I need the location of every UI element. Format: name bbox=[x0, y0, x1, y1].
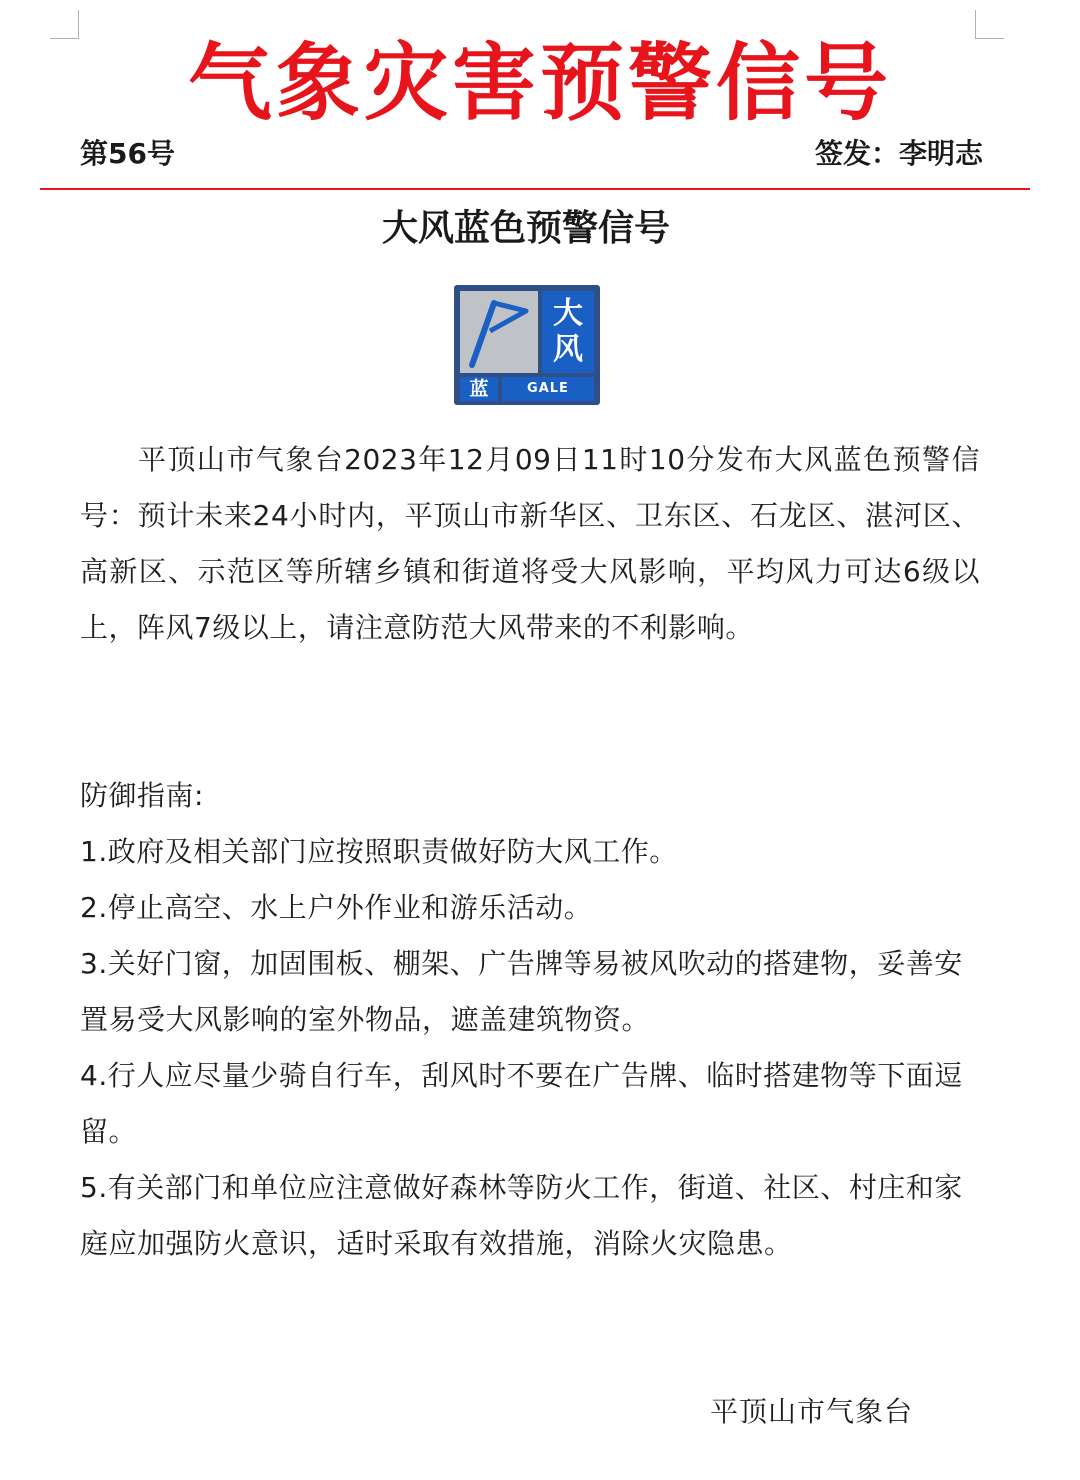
signer: 签发：李明志 bbox=[814, 137, 983, 170]
icon-english-label: GALE bbox=[502, 377, 594, 401]
gale-blue-warning-icon bbox=[454, 285, 600, 405]
guide-item-1: 1.政府及相关部门应按照职责做好防大风工作。 bbox=[80, 835, 678, 868]
guide-item-5: 5.有关部门和单位应注意做好森林等防火工作，街道、社区、村庄和家庭应加强防火意识，适时采取有效措施，消除火灾隐患。 bbox=[80, 1171, 963, 1260]
guide-item-3: 3.关好门窗，加固围板、棚架、广告牌等易被风吹动的搭建物，妥善安置易受大风影响的室外物品，遮盖建筑物资。 bbox=[80, 947, 963, 1036]
guide-item-4: 4.行人应尽量少骑自行车，刮风时不要在广告牌、临时搭建物等下面逗留。 bbox=[80, 1059, 963, 1148]
warning-paragraph: 平顶山市气象台2023年12月09日11时10分发布大风蓝色预警信号：预计未来24小时内，平顶山市新华区、卫东区、石龙区、湛河区、高新区、示范区等所辖乡镇和街道将受大风影响，平均风力可达6级以上，阵风7级以上，请注意防范大风带来的不利影响。 bbox=[80, 443, 980, 644]
issue-number: 第56号 bbox=[80, 137, 175, 170]
warning-title: 大风蓝色预警信号 bbox=[381, 208, 670, 249]
guide-heading: 防御指南: bbox=[80, 779, 204, 812]
document-title: 气象灾害预警信号 bbox=[187, 34, 892, 132]
wind-flag-icon bbox=[460, 291, 538, 373]
issuing-organization: 平顶山市气象台 bbox=[710, 1395, 914, 1428]
guide-list bbox=[80, 824, 980, 1272]
icon-label-box bbox=[542, 291, 594, 373]
icon-level-char: 蓝 bbox=[460, 377, 498, 401]
guide-item-2: 2.停止高空、水上户外作业和游乐活动。 bbox=[80, 891, 593, 924]
icon-char-2: 风 bbox=[553, 332, 583, 367]
icon-char-1: 大 bbox=[553, 296, 583, 331]
header-divider bbox=[40, 188, 1030, 190]
